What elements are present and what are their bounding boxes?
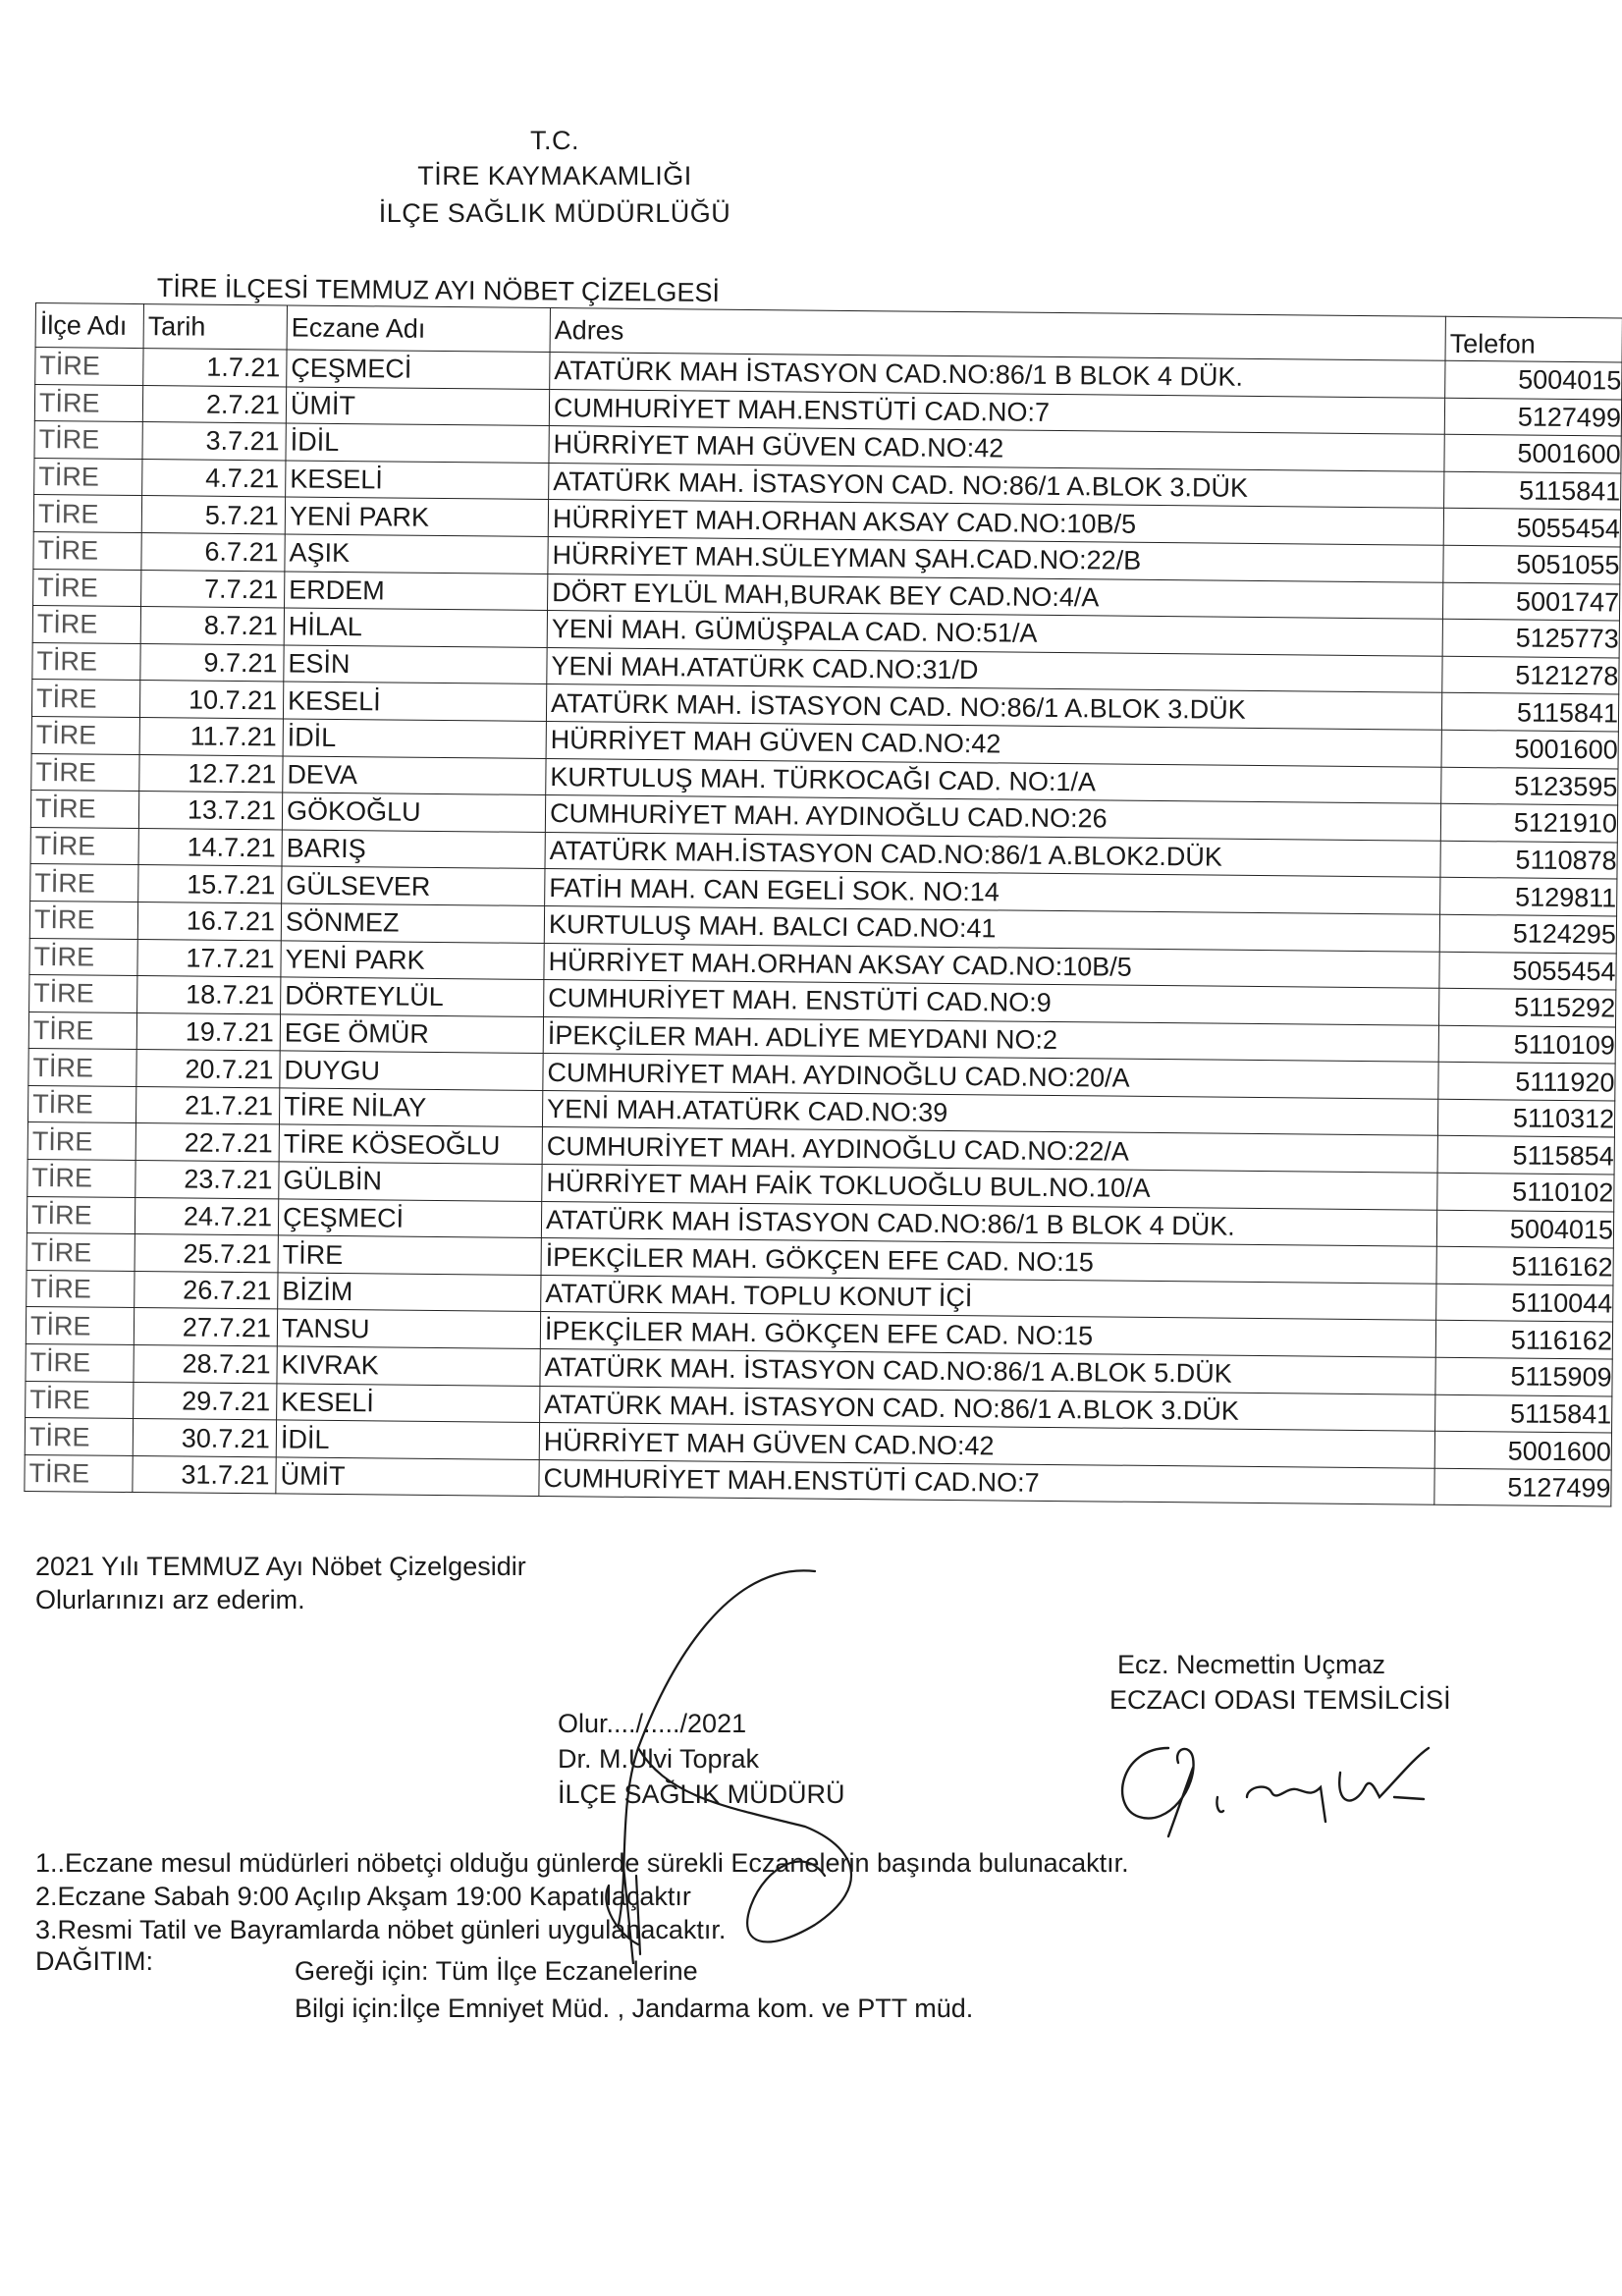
cell-eczane: TİRE — [278, 1235, 541, 1275]
representative-signature-icon — [1100, 1728, 1473, 1846]
distribution-label: DAĞITIM: — [35, 1946, 153, 1976]
cell-ilce: TİRE — [33, 495, 141, 533]
cell-tarih: 10.7.21 — [139, 681, 283, 719]
cell-tarih: 29.7.21 — [134, 1382, 277, 1420]
cell-tarih: 30.7.21 — [133, 1419, 276, 1457]
cell-telefon: 5055454 — [1439, 952, 1616, 990]
table-body — [25, 348, 1622, 1507]
cell-adres: HÜRRİYET MAH GÜVEN CAD.NO:42 — [549, 426, 1444, 471]
cell-telefon: 5111920 — [1438, 1063, 1615, 1101]
cell-adres: ATATÜRK MAH. İSTASYON CAD. NO:86/1 A.BLOK 3.DÜK — [540, 1386, 1435, 1431]
distribution-line-2: Bilgi için:İlçe Emniyet Müd. , Jandarma kom. ve PTT müd. — [295, 1994, 974, 2023]
cell-tarih: 1.7.21 — [143, 349, 287, 387]
cell-adres: HÜRRİYET MAH GÜVEN CAD.NO:42 — [546, 721, 1441, 766]
cell-tarih: 13.7.21 — [138, 792, 282, 830]
cell-tarih: 19.7.21 — [136, 1012, 280, 1051]
cell-adres: HÜRRİYET MAH.ORHAN AKSAY CAD.NO:10B/5 — [544, 943, 1439, 988]
cell-ilce: TİRE — [26, 1307, 134, 1345]
cell-tarih: 23.7.21 — [135, 1161, 279, 1199]
column-header-adres: Adres — [550, 308, 1445, 361]
cell-ilce: TİRE — [29, 901, 137, 939]
cell-eczane: TİRE NİLAY — [279, 1088, 542, 1127]
cell-ilce: TİRE — [27, 1160, 135, 1198]
cell-telefon: 5115292 — [1439, 988, 1616, 1026]
cell-ilce: TİRE — [27, 1122, 135, 1161]
summary-line-2: Olurlarınızı arz ederim. — [35, 1585, 305, 1614]
approval-name: Dr. M.Ulvi Toprak — [558, 1744, 760, 1774]
cell-telefon: 5004015 — [1436, 1210, 1613, 1248]
cell-adres: CUMHURİYET MAH. AYDINOĞLU CAD.NO:22/A — [542, 1127, 1437, 1173]
cell-telefon: 5115841 — [1435, 1394, 1612, 1433]
cell-telefon: 5110109 — [1438, 1025, 1615, 1064]
cell-eczane: İDİL — [283, 719, 546, 758]
cell-eczane: ÜMİT — [286, 387, 549, 426]
note-1: 1..Eczane mesul müdürleri nöbetçi olduğu günlerde sürekli Eczanelerin başında bulunacaktır. — [35, 1848, 1129, 1878]
cell-telefon: 5116162 — [1436, 1246, 1613, 1285]
cell-eczane: KESELİ — [286, 461, 549, 500]
cell-telefon: 5115854 — [1437, 1136, 1614, 1175]
cell-telefon: 5055454 — [1443, 509, 1620, 547]
cell-ilce: TİRE — [33, 569, 141, 607]
cell-adres: CUMHURİYET MAH.ENSTÜTİ CAD.NO:7 — [549, 389, 1444, 434]
cell-adres: ATATÜRK MAH.İSTASYON CAD.NO:86/1 A.BLOK2.DÜK — [545, 832, 1440, 877]
cell-ilce: TİRE — [34, 384, 142, 422]
cell-tarih: 4.7.21 — [142, 459, 286, 497]
cell-telefon: 5001600 — [1441, 730, 1618, 768]
cell-ilce: TİRE — [34, 458, 142, 496]
representative-name: Ecz. Necmettin Uçmaz — [1117, 1650, 1386, 1679]
cell-adres: HÜRRİYET MAH.SÜLEYMAN ŞAH.CAD.NO:22/B — [548, 536, 1443, 581]
cell-ilce: TİRE — [28, 1049, 136, 1087]
cell-tarih: 31.7.21 — [133, 1455, 276, 1494]
header-line-1: T.C. — [529, 126, 579, 155]
cell-adres: İPEKÇİLER MAH. ADLİYE MEYDANI NO:2 — [543, 1016, 1438, 1062]
cell-eczane: DUYGU — [280, 1051, 543, 1090]
column-header-ilce: İlçe Adı — [35, 303, 143, 349]
cell-adres: YENİ MAH.ATATÜRK CAD.NO:39 — [542, 1090, 1437, 1135]
cell-adres: İPEKÇİLER MAH. GÖKÇEN EFE CAD. NO:15 — [541, 1238, 1436, 1284]
cell-eczane: YENİ PARK — [285, 497, 548, 536]
cell-ilce: TİRE — [27, 1270, 135, 1308]
cell-telefon: 5121910 — [1440, 803, 1617, 842]
cell-eczane: TİRE KÖSEOĞLU — [279, 1124, 542, 1164]
cell-eczane: ERDEM — [285, 572, 548, 611]
cell-eczane: BİZİM — [278, 1273, 541, 1312]
header-line-3: İLÇE SAĞLIK MÜDÜRLÜĞÜ — [378, 198, 731, 228]
cell-tarih: 14.7.21 — [138, 828, 282, 866]
cell-telefon: 5116162 — [1435, 1321, 1612, 1359]
cell-tarih: 20.7.21 — [136, 1050, 280, 1088]
cell-eczane: TANSU — [277, 1309, 540, 1348]
cell-adres: CUMHURİYET MAH.ENSTÜTİ CAD.NO:7 — [539, 1459, 1434, 1504]
approval-olur: Olur..../...../2021 — [558, 1709, 747, 1738]
cell-tarih: 28.7.21 — [134, 1345, 277, 1384]
cell-telefon: 5110102 — [1437, 1173, 1614, 1211]
cell-adres: CUMHURİYET MAH. AYDINOĞLU CAD.NO:20/A — [543, 1054, 1438, 1099]
cell-eczane: İDİL — [286, 423, 549, 463]
cell-telefon: 5115841 — [1441, 693, 1618, 732]
cell-tarih: 11.7.21 — [139, 717, 283, 755]
cell-adres: CUMHURİYET MAH. ENSTÜTİ CAD.NO:9 — [544, 980, 1439, 1025]
note-2: 2.Eczane Sabah 9:00 Açılıp Akşam 19:00 Kapatılaçaktır — [35, 1882, 691, 1911]
cell-ilce: TİRE — [31, 753, 139, 792]
cell-tarih: 17.7.21 — [137, 939, 281, 977]
cell-tarih: 7.7.21 — [141, 570, 285, 608]
column-header-tarih: Tarih — [143, 304, 287, 350]
cell-tarih: 22.7.21 — [135, 1123, 279, 1162]
cell-tarih: 2.7.21 — [142, 385, 286, 423]
cell-eczane: YENİ PARK — [281, 940, 544, 979]
column-header-eczane: Eczane Adı — [287, 305, 550, 353]
cell-eczane: BARIŞ — [282, 830, 545, 869]
cell-ilce: TİRE — [28, 1011, 136, 1050]
cell-telefon: 5123595 — [1441, 767, 1618, 805]
cell-tarih: 6.7.21 — [141, 533, 285, 572]
cell-ilce: TİRE — [25, 1418, 133, 1456]
cell-adres: ATATÜRK MAH. İSTASYON CAD. NO:86/1 A.BLOK 3.DÜK — [549, 463, 1444, 508]
cell-telefon: 5001600 — [1434, 1431, 1611, 1469]
cell-eczane: ESİN — [284, 645, 547, 684]
cell-ilce: TİRE — [27, 1233, 135, 1272]
cell-ilce: TİRE — [25, 1454, 133, 1493]
cell-telefon: 5110044 — [1436, 1284, 1613, 1322]
cell-tarih: 18.7.21 — [137, 976, 281, 1014]
cell-telefon: 5124295 — [1439, 914, 1616, 953]
cell-telefon: 5001600 — [1444, 434, 1621, 472]
cell-tarih: 24.7.21 — [135, 1197, 278, 1235]
cell-ilce: TİRE — [32, 642, 140, 681]
cell-telefon: 5001747 — [1442, 582, 1619, 621]
cell-ilce: TİRE — [35, 348, 143, 386]
cell-adres: ATATÜRK MAH. TOPLU KONUT İÇİ — [541, 1275, 1436, 1320]
cell-tarih: 12.7.21 — [139, 754, 283, 793]
cell-tarih: 25.7.21 — [135, 1234, 278, 1273]
cell-telefon: 5110312 — [1437, 1099, 1614, 1137]
cell-adres: ATATÜRK MAH. İSTASYON CAD.NO:86/1 A.BLOK 5.DÜK — [540, 1349, 1435, 1394]
cell-eczane: SÖNMEZ — [281, 903, 544, 943]
duty-schedule-table — [24, 302, 1622, 1507]
cell-ilce: TİRE — [31, 716, 139, 754]
cell-ilce: TİRE — [26, 1381, 134, 1419]
cell-eczane: DEVA — [283, 755, 546, 794]
cell-adres: YENİ MAH. GÜMÜŞPALA CAD. NO:51/A — [547, 611, 1442, 656]
cell-telefon: 5051055 — [1443, 545, 1620, 583]
cell-ilce: TİRE — [27, 1196, 135, 1234]
cell-ilce: TİRE — [34, 421, 142, 460]
cell-tarih: 3.7.21 — [142, 422, 286, 461]
cell-telefon: 5127499 — [1444, 398, 1621, 436]
cell-telefon: 5110878 — [1440, 841, 1617, 879]
representative-position: ECZACI ODASI TEMSİLCİSİ — [1109, 1685, 1451, 1715]
cell-telefon: 5125773 — [1442, 619, 1619, 657]
cell-adres: İPEKÇİLER MAH. GÖKÇEN EFE CAD. NO:15 — [540, 1312, 1435, 1357]
cell-eczane: KESELİ — [283, 682, 546, 721]
cell-adres: KURTULUŞ MAH. BALCI CAD.NO:41 — [544, 905, 1439, 951]
cell-tarih: 8.7.21 — [140, 607, 284, 645]
cell-ilce: TİRE — [30, 827, 138, 865]
cell-eczane: EGE ÖMÜR — [280, 1014, 543, 1054]
cell-eczane: İDİL — [276, 1420, 539, 1459]
cell-eczane: AŞIK — [285, 534, 548, 574]
cell-telefon: 5004015 — [1445, 360, 1622, 399]
cell-eczane: ÇEŞMECİ — [287, 350, 550, 389]
cell-adres: ATATÜRK MAH. İSTASYON CAD. NO:86/1 A.BLOK 3.DÜK — [546, 684, 1441, 730]
cell-ilce: TİRE — [32, 606, 140, 644]
cell-ilce: TİRE — [30, 864, 138, 902]
cell-ilce: TİRE — [30, 791, 138, 829]
approval-position: İLÇE SAĞLIK MÜDÜRÜ — [558, 1779, 845, 1809]
cell-adres: YENİ MAH.ATATÜRK CAD.NO:31/D — [547, 647, 1442, 692]
cell-adres: ATATÜRK MAH İSTASYON CAD.NO:86/1 B BLOK 4 DÜK. — [541, 1201, 1436, 1246]
cell-eczane: GÜLBİN — [279, 1162, 542, 1201]
cell-tarih: 26.7.21 — [135, 1271, 278, 1309]
cell-eczane: GÜLSEVER — [282, 866, 545, 905]
cell-adres: KURTULUŞ MAH. TÜRKOCAĞI CAD. NO:1/A — [546, 758, 1441, 803]
cell-tarih: 16.7.21 — [137, 902, 281, 940]
cell-tarih: 9.7.21 — [140, 643, 284, 682]
cell-eczane: HİLAL — [284, 608, 547, 647]
schedule-table-wrapper — [24, 302, 1622, 1507]
cell-eczane: ÇEŞMECİ — [278, 1199, 541, 1238]
cell-adres: CUMHURİYET MAH. AYDINOĞLU CAD.NO:26 — [545, 795, 1440, 841]
cell-tarih: 5.7.21 — [141, 496, 285, 534]
cell-ilce: TİRE — [27, 1085, 135, 1123]
cell-adres: DÖRT EYLÜL MAH,BURAK BEY CAD.NO:4/A — [548, 574, 1443, 619]
cell-eczane: GÖKOĞLU — [282, 793, 545, 832]
header-line-2: TİRE KAYMAKAMLIĞI — [417, 161, 692, 191]
cell-telefon: 5121278 — [1442, 656, 1619, 694]
cell-ilce: TİRE — [33, 531, 141, 570]
cell-telefon: 5129811 — [1440, 878, 1617, 916]
cell-ilce: TİRE — [26, 1343, 134, 1382]
column-header-telefon: Telefon — [1445, 316, 1622, 362]
cell-telefon: 5127499 — [1434, 1468, 1611, 1506]
cell-ilce: TİRE — [29, 975, 137, 1013]
cell-adres: HÜRRİYET MAH FAİK TOKLUOĞLU BUL.NO.10/A — [542, 1165, 1437, 1210]
cell-adres: HÜRRİYET MAH.ORHAN AKSAY CAD.NO:10B/5 — [548, 500, 1443, 545]
cell-ilce: TİRE — [31, 680, 139, 718]
cell-tarih: 21.7.21 — [135, 1086, 279, 1124]
cell-adres: HÜRRİYET MAH GÜVEN CAD.NO:42 — [539, 1423, 1434, 1468]
cell-adres: FATİH MAH. CAN EGELİ SOK. NO:14 — [545, 869, 1440, 914]
note-3: 3.Resmi Tatil ve Bayramlarda nöbet günleri uygulanacaktır. — [35, 1915, 727, 1944]
cell-eczane: KESELİ — [277, 1384, 540, 1423]
summary-line-1: 2021 Yılı TEMMUZ Ayı Nöbet Çizelgesidir — [35, 1552, 526, 1581]
cell-tarih: 15.7.21 — [138, 865, 282, 903]
cell-telefon: 5115909 — [1435, 1357, 1612, 1395]
distribution-line-1: Gereği için: Tüm İlçe Eczanelerine — [295, 1956, 698, 1986]
cell-eczane: DÖRTEYLÜL — [281, 977, 544, 1016]
cell-telefon: 5115841 — [1444, 471, 1621, 510]
cell-tarih: 27.7.21 — [134, 1308, 277, 1346]
cell-adres: ATATÜRK MAH İSTASYON CAD.NO:86/1 B BLOK 4 DÜK. — [550, 353, 1445, 398]
cell-ilce: TİRE — [29, 938, 137, 976]
table-title: TİRE İLÇESİ TEMMUZ AYI NÖBET ÇİZELGESİ — [156, 273, 721, 308]
cell-eczane: ÜMİT — [276, 1457, 539, 1497]
cell-eczane: KIVRAK — [277, 1346, 540, 1386]
